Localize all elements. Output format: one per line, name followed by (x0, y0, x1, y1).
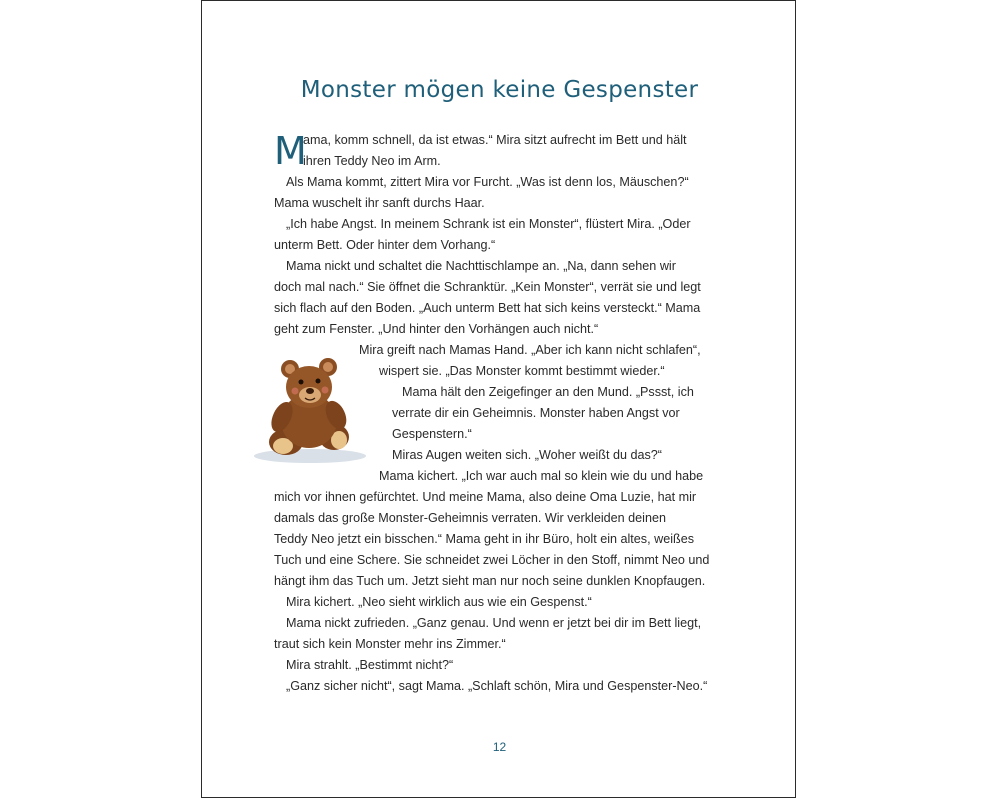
text-line: Als Mama kommt, zittert Mira vor Furcht. „Was ist denn los, Mäuschen?“ (286, 175, 689, 189)
text-line: „Ganz sicher nicht“, sagt Mama. „Schlaft schön, Mira und Gespenster-Neo.“ (286, 679, 708, 693)
teddy-bear-icon (254, 355, 372, 467)
chapter-title: Monster mögen keine Gespenster (300, 77, 699, 103)
text-line: Mira strahlt. „Bestimmt nicht?“ (286, 658, 454, 672)
text-line: Mira kichert. „Neo sieht wirklich aus wie ein Gespenst.“ (286, 595, 592, 609)
text-line: mich vor ihnen gefürchtet. Und meine Mama, also deine Oma Luzie, hat mir (274, 490, 697, 504)
book-page (201, 0, 796, 798)
drop-cap: M (274, 129, 307, 173)
text-line: Gespenstern.“ (392, 427, 472, 441)
text-line: wispert sie. „Das Monster kommt bestimmt wieder.“ (379, 364, 665, 378)
page-number: 12 (492, 740, 507, 754)
text-line: ama, komm schnell, da ist etwas.“ Mira sitzt aufrecht im Bett und hält (303, 133, 687, 147)
text-line: traut sich kein Monster mehr ins Zimmer.“ (274, 637, 506, 651)
text-line: Tuch und eine Schere. Sie schneidet zwei Löcher in den Stoff, nimmt Neo und (274, 553, 710, 567)
text-line: doch mal nach.“ Sie öffnet die Schranktür. „Kein Monster“, verrät sie und legt (274, 280, 701, 294)
text-line: Mama nickt zufrieden. „Ganz genau. Und wenn er jetzt bei dir im Bett liegt, (286, 616, 702, 630)
text-line: Teddy Neo jetzt ein bisschen.“ Mama geht in ihr Büro, holt ein altes, weißes (274, 532, 694, 546)
text-line: hängt ihm das Tuch um. Jetzt sieht man nur noch seine dunklen Knopfaugen. (274, 574, 706, 588)
text-line: ihren Teddy Neo im Arm. (303, 154, 441, 168)
text-line: geht zum Fenster. „Und hinter den Vorhängen auch nicht.“ (274, 322, 599, 336)
text-line: Mama kichert. „Ich war auch mal so klein wie du und habe (379, 469, 704, 483)
text-line: Mama nickt und schaltet die Nachttischlampe an. „Na, dann sehen wir (286, 259, 676, 273)
text-line: damals das große Monster-Geheimnis verraten. Wir verkleiden deinen (274, 511, 666, 525)
text-line: „Ich habe Angst. In meinem Schrank ist ein Monster“, flüstert Mira. „Oder (286, 217, 691, 231)
text-line: Miras Augen weiten sich. „Woher weißt du das?“ (392, 448, 662, 462)
text-line: unterm Bett. Oder hinter dem Vorhang.“ (274, 238, 496, 252)
text-line: Mama wuschelt ihr sanft durchs Haar. (274, 196, 485, 210)
text-line: Mira greift nach Mamas Hand. „Aber ich kann nicht schlafen“, (359, 343, 701, 357)
text-line: verrate dir ein Geheimnis. Monster haben Angst vor (392, 406, 680, 420)
text-line: sich flach auf den Boden. „Auch unterm Bett hat sich keins versteckt.“ Mama (274, 301, 701, 315)
text-line: Mama hält den Zeigefinger an den Mund. „Pssst, ich (402, 385, 694, 399)
